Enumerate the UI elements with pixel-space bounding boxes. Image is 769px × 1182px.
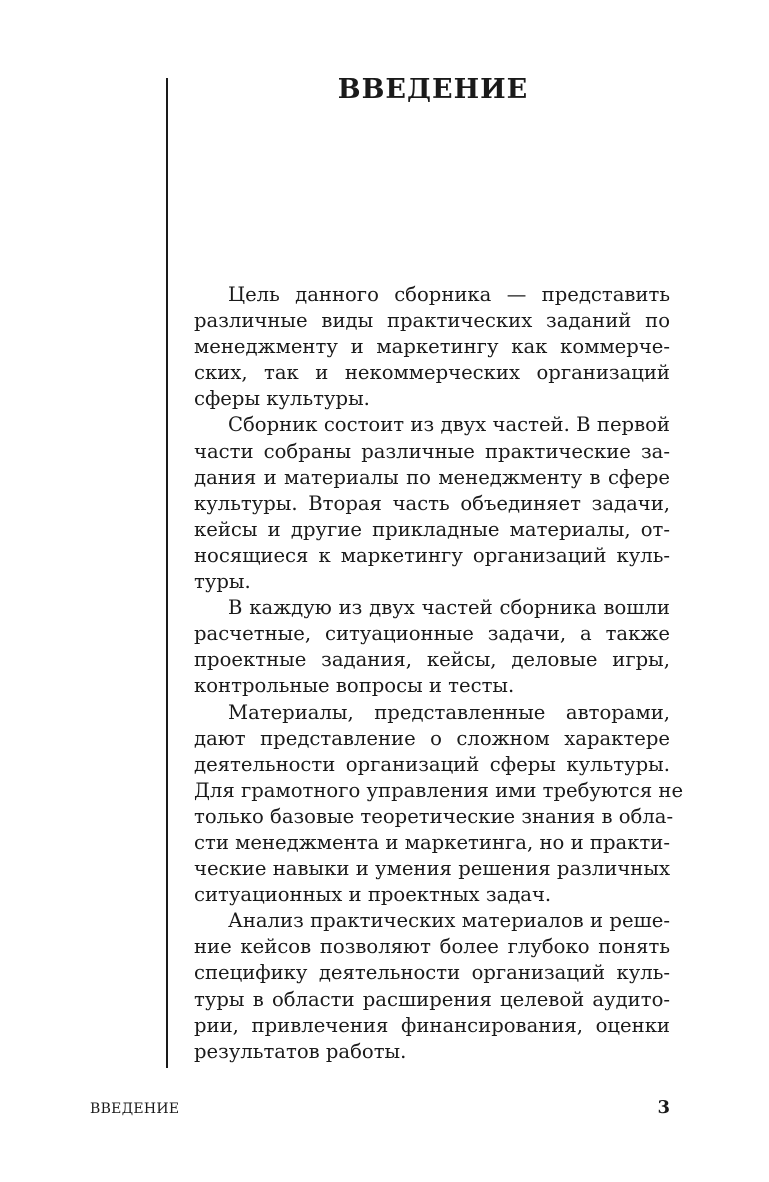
text-line: Для грамотного управления ими требуются не	[194, 778, 684, 802]
text-line: ние кейсов позволяют более глубоко понять	[194, 935, 670, 959]
text-line: расчетные, ситуационные задачи, а также	[194, 622, 670, 646]
paragraph	[194, 282, 670, 412]
page-number: 3	[657, 1097, 670, 1118]
margin-rule	[166, 78, 168, 1068]
text-line: контрольные вопросы и тесты.	[194, 674, 515, 698]
text-line: ситуационных и проектных задач.	[194, 883, 552, 907]
text-line: части собраны различные практические за-	[194, 439, 670, 463]
text-line: деятельности организаций сферы культуры.	[194, 752, 670, 776]
text-line: сти менеджмента и маркетинга, но и практи-	[194, 830, 670, 854]
text-line: различные виды практических заданий по	[194, 309, 670, 333]
text-line: туры в области расширения целевой аудито-	[194, 987, 670, 1011]
running-header: ВВЕДЕНИЕ	[90, 1101, 180, 1117]
text-line: ческие навыки и умения решения различных	[194, 857, 670, 881]
text-line: туры.	[194, 570, 251, 594]
text-line: Анализ практических материалов и реше-	[228, 909, 670, 933]
text-line: дания и материалы по менеджменту в сфере	[194, 465, 670, 489]
paragraph	[194, 700, 684, 909]
paragraph	[194, 412, 670, 595]
text-line: дают представление о сложном характере	[194, 726, 670, 750]
text-line: носящиеся к маркетингу организаций куль-	[194, 543, 670, 567]
text-line: сферы культуры.	[194, 387, 370, 411]
text-line: специфику деятельности организаций куль-	[194, 961, 670, 985]
text-line: Сборник состоит из двух частей. В первой	[228, 413, 670, 437]
text-line: менеджменту и маркетингу как коммерче-	[194, 335, 670, 359]
text-line: только базовые теоретические знания в обла-	[194, 804, 674, 828]
text-line: результатов работы.	[194, 1039, 407, 1063]
text-line: Материалы, представленные авторами,	[228, 700, 670, 724]
text-line: В каждую из двух частей сборника вошли	[228, 596, 670, 620]
text-line: проектные задания, кейсы, деловые игры,	[194, 648, 670, 672]
paragraph	[194, 595, 670, 699]
text-line: Цель данного сборника — представить	[228, 283, 670, 306]
text-line: ских, так и некоммерческих организаций	[194, 361, 670, 385]
body-text	[194, 282, 684, 1065]
text-line: рии, привлечения финансирования, оценки	[194, 1013, 670, 1037]
paragraph	[194, 908, 670, 1065]
text-line: кейсы и другие прикладные материалы, от-	[194, 517, 670, 541]
page-title: ВВЕДЕНИЕ	[337, 74, 529, 105]
text-line: культуры. Вторая часть объединяет задачи,	[194, 491, 670, 515]
